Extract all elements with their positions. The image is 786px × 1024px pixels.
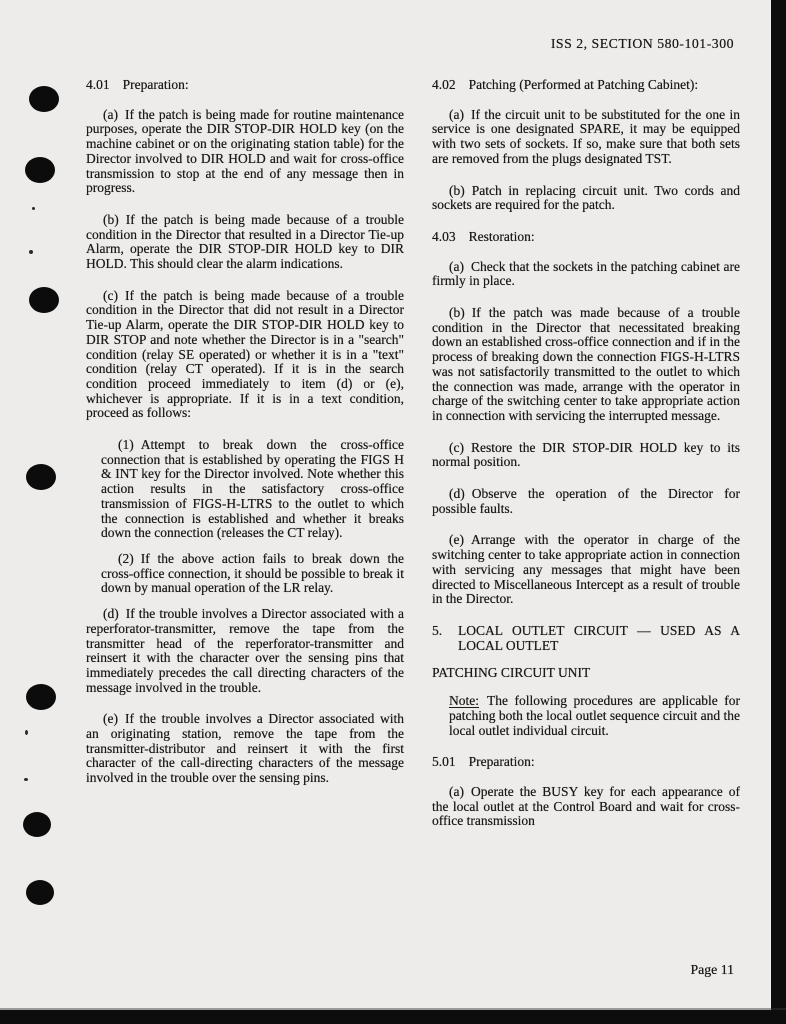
item-paragraph-4-01-b (86, 213, 404, 272)
section-title: Preparation: (122, 77, 189, 92)
subheading-patching-circuit-unit: PATCHING CIRCUIT UNIT (432, 665, 591, 681)
left-column (86, 78, 404, 846)
section-number: 5.01 (432, 754, 456, 770)
punch-hole-mark (23, 812, 51, 837)
item-paragraph-4-03-a (432, 260, 740, 289)
note-paragraph (449, 694, 740, 738)
punch-hole-mark (29, 86, 59, 112)
section-number: 5. (432, 622, 443, 638)
item-paragraph-4-03-e (432, 533, 740, 607)
item-label: (a) (449, 106, 464, 122)
document-header: ISS 2, SECTION 580-101-300 (550, 36, 734, 51)
punch-hole-mark (26, 464, 56, 490)
item-text: Arrange with the operator in charge of the switching center to take appropriate action in connection with servicing any messages that might have been directed to Miscellaneous Intercept as a result of trouble in the Director. (432, 532, 740, 607)
punch-hole-mark (29, 287, 59, 313)
subitem-text: If the above action fails to break down the cross-office connection, it should be possible to break it down by manual operation of the LR relay. (101, 550, 404, 596)
item-paragraph-4-03-d (432, 487, 740, 516)
item-text: If the patch is being made because of a trouble condition in the Director that resulted in a Director Tie-up Alarm, operate the DIR STOP-DIR HOLD key to DIR HOLD. This should clear the alarm indications. (86, 211, 404, 272)
section-title: Patching (Performed at Patching Cabinet): (468, 77, 699, 92)
item-text: Observe the operation of the Director for possible faults. (432, 486, 740, 516)
section-heading-4-03 (432, 230, 740, 245)
punch-hole-mark (25, 157, 55, 183)
section-heading-4-02 (432, 78, 740, 93)
item-paragraph-4-02-b (432, 184, 740, 213)
section-heading-5 (432, 624, 740, 653)
item-label: (e) (449, 532, 464, 548)
item-text: Patch in replacing circuit unit. Two cords and sockets are required for the patch. (432, 182, 740, 213)
item-paragraph-5-01-a (432, 785, 740, 829)
item-text: If the circuit unit to be substituted for the one in service is one designated SPARE, it may be equipped with two sets of sockets. If so, make sure that both sets are removed from the plugs designated TST. (432, 106, 740, 166)
item-paragraph-4-02-a (432, 108, 740, 167)
item-text: If the trouble involves a Director associated with a reperforator-transmitter, remove the tape from the transmitter head of the reperforator-transmitter and reinsert it with the character over the sensing pins that immediately precedes the call directing characters of the message involved in the trouble. (86, 606, 404, 695)
section-title: Restoration: (468, 228, 535, 244)
item-paragraph-4-01-e (86, 712, 404, 786)
item-label: (e) (103, 711, 118, 727)
subitem-text: Attempt to break down the cross-office connection that is established by operating the FIGS H & INT key for the Director involved. Note whether this action results in the satisfactory cross-office transmission of FIGS-H-LTRS to the outlet to which the connection is established and whether it breaks down the connection (releases the CT relay). (101, 437, 404, 541)
subitem-paragraph-4-01-c-2 (101, 552, 404, 596)
note-text: The following procedures are applicable for patching both the local outlet sequence circuit and the local outlet individual circuit. (449, 693, 740, 738)
subitem-label: (1) (118, 437, 134, 453)
right-column (432, 78, 740, 846)
item-label: (c) (449, 439, 464, 455)
item-text: Operate the BUSY key for each appearance of the local outlet at the Control Board and wait for cross-office transmission (432, 783, 740, 829)
item-text: Restore the DIR STOP-DIR HOLD key to its normal position. (432, 439, 740, 470)
note-label: Note: (449, 693, 479, 709)
section-title: Preparation: (468, 754, 535, 770)
item-paragraph-4-03-c (432, 441, 740, 470)
section-number: 4.03 (432, 228, 456, 244)
item-text: If the patch is being made for routine maintenance purposes, operate the DIR STOP-DIR HOLD key (on the machine cabinet or on the originating station table) for the Director involved to DIR HOLD and wait for cross-office transmission to stop at the end of any message then in progress. (86, 106, 404, 196)
section-number: 4.02 (432, 77, 456, 92)
item-paragraph-4-01-c (86, 289, 404, 421)
item-label: (a) (449, 258, 464, 274)
page-number: Page 11 (690, 962, 734, 977)
scan-edge-bottom (0, 1010, 786, 1024)
item-label: (b) (449, 305, 465, 321)
punch-hole-mark (26, 880, 54, 905)
item-paragraph-4-03-b (432, 306, 740, 424)
ink-speck (29, 250, 33, 254)
item-text: If the trouble involves a Director associated with an originating station, remove the tape from the transmitter-distributor and reinsert it with the first character of the call-directing characters of the message involved in the trouble over the sensing pins. (86, 711, 404, 786)
section-heading-4-01 (86, 78, 404, 93)
item-text: If the patch is being made because of a trouble condition in the Director that did not result in a Director Tie-up Alarm, operate the DIR STOP-DIR HOLD key to DIR STOP and note whether the Director is in a "search" condition (relay SE operated) or whether it is in a "text" condition (relay CT operated). If it is in the search condition proceed immediately to item (d) or (e), whichever is appropriate. If it is in a text condition, proceed as follows: (86, 287, 404, 421)
punch-hole-mark (26, 684, 56, 710)
two-column-body (86, 78, 740, 846)
item-paragraph-4-01-a (86, 108, 404, 196)
ink-speck (25, 730, 28, 735)
subitem-label: (2) (118, 550, 134, 566)
item-label: (d) (103, 606, 119, 622)
item-label: (b) (449, 182, 465, 198)
ink-speck (24, 778, 28, 781)
section-title: LOCAL OUTLET CIRCUIT — USED AS A LOCAL OUTLET (458, 622, 740, 653)
item-text: If the patch was made because of a trouble condition in the Director that necessitated breaking down an established cross-office connection and if in the process of breaking down the connection FIGS-H-LTRS was not satisfactorily transmitted to the outlet to which the connection was made, arrange with the operator in charge of the switching center to take appropriate action in connection with servicing the interrupted message. (432, 305, 740, 423)
subitem-paragraph-4-01-c-1 (101, 438, 404, 541)
scan-edge-right (771, 0, 786, 1024)
item-label: (a) (449, 783, 464, 799)
item-label: (c) (103, 287, 118, 303)
item-paragraph-4-01-d (86, 607, 404, 695)
item-label: (b) (103, 211, 119, 227)
item-label: (a) (103, 106, 118, 122)
item-text: Check that the sockets in the patching cabinet are firmly in place. (432, 258, 740, 289)
ink-speck (32, 207, 35, 210)
section-number: 4.01 (86, 77, 110, 92)
section-heading-5-01 (432, 755, 740, 770)
item-label: (d) (449, 486, 465, 502)
